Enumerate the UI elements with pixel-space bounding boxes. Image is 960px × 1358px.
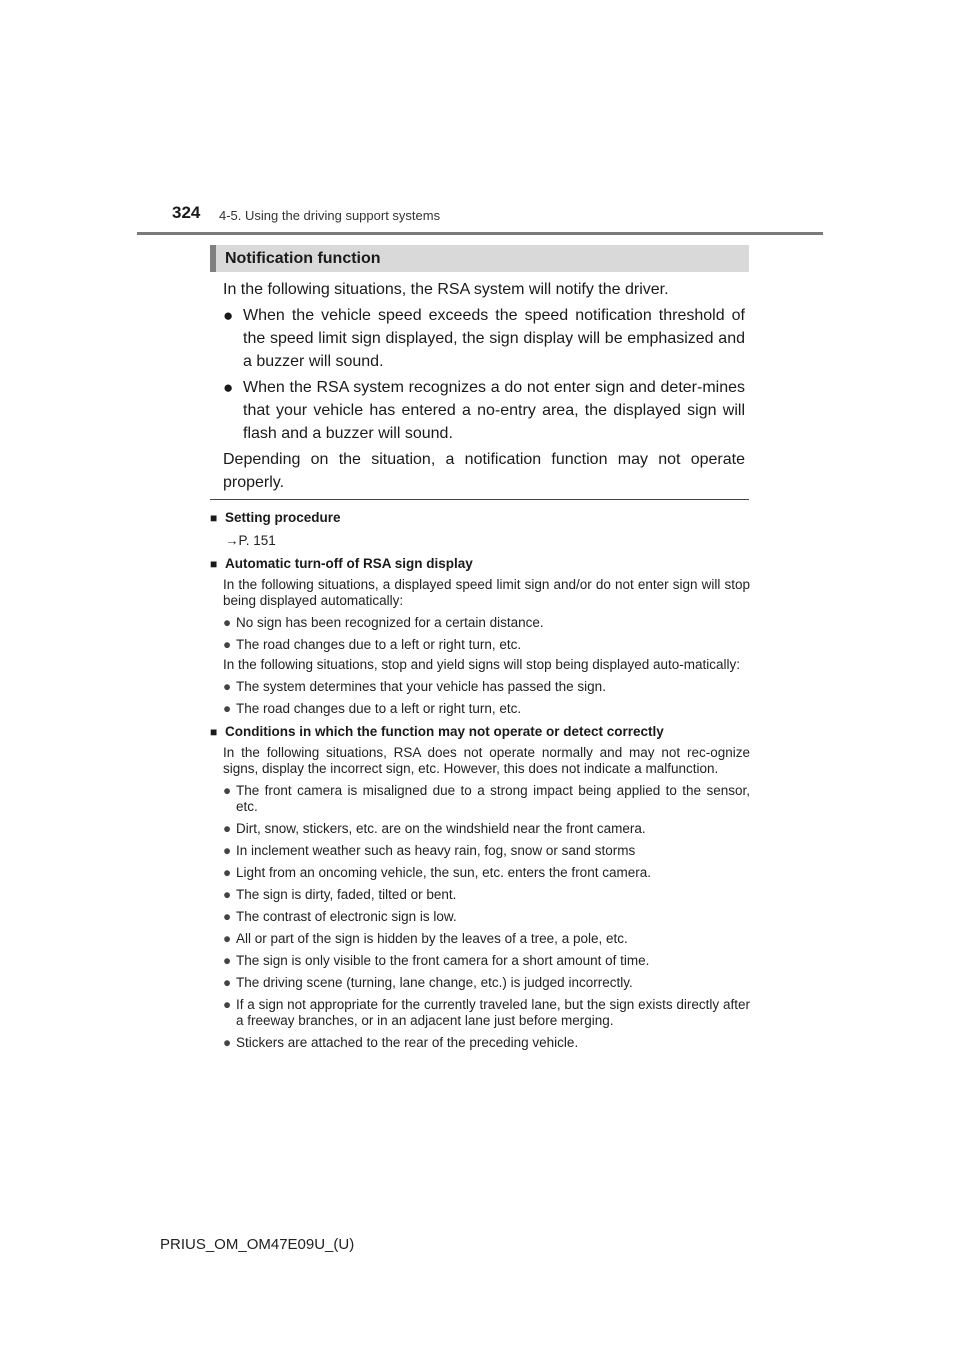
bullet-text: When the vehicle speed exceeds the speed notification threshold of the speed limit sign displayed, the sign display will be emphasized and a buzzer will sound. <box>243 307 745 370</box>
note-heading-text: Automatic turn-off of RSA sign display <box>225 556 473 571</box>
list-item <box>210 821 750 837</box>
bullet-text: When the RSA system recognizes a do not enter sign and deter-mines that your vehicle has entered a no-entry area, the displayed sign will flash and a buzzer will sound. <box>243 379 745 442</box>
list-item-text: The road changes due to a left or right turn, etc. <box>236 637 522 652</box>
page-reference-link[interactable]: →P. 151 <box>225 533 276 548</box>
bullet-icon: ● <box>223 783 232 798</box>
bullet-icon: ● <box>223 615 232 630</box>
list-item <box>210 997 750 1029</box>
notification-closing: Depending on the situation, a notification function may not operate properly. <box>223 451 745 491</box>
note-heading-auto-off <box>210 556 750 573</box>
bullet-icon: ● <box>223 1035 232 1050</box>
bullet-icon: ● <box>223 953 232 968</box>
list-item-text: The sign is only visible to the front camera for a short amount of time. <box>236 953 650 968</box>
conditions-list <box>210 783 750 1051</box>
section-title: 4-5. Using the driving support systems <box>219 208 441 223</box>
note-paragraph: In the following situations, RSA does not operate normally and may not rec-ognize signs, display the incorrect sign, etc. However, this does not indicate a malfunction. <box>223 745 750 776</box>
square-icon: ■ <box>210 725 218 739</box>
list-item <box>210 637 750 653</box>
bullet-icon: ● <box>223 865 232 880</box>
list-item-text: All or part of the sign is hidden by the leaves of a tree, a pole, etc. <box>236 931 628 946</box>
list-item <box>210 1035 750 1051</box>
list-item <box>210 953 750 969</box>
bullet-icon: ● <box>223 637 232 652</box>
bullet-icon: ● <box>223 701 232 716</box>
header-rule <box>137 232 823 235</box>
note-heading-text: Conditions in which the function may not operate or detect correctly <box>225 724 664 739</box>
list-item <box>210 701 750 717</box>
bullet-icon: ● <box>223 679 232 694</box>
notification-body <box>223 278 745 494</box>
list-item-text: If a sign not appropriate for the currently traveled lane, but the sign exists directly after a freeway branches, or in an adjacent lane just before merging. <box>236 997 750 1028</box>
list-item-text: No sign has been recognized for a certain distance. <box>236 615 544 630</box>
notification-heading-box <box>210 245 749 272</box>
list-item-text: The contrast of electronic sign is low. <box>236 909 457 924</box>
bullet-icon: ● <box>223 997 232 1012</box>
list-item-text: In inclement weather such as heavy rain, fog, snow or sand storms <box>236 843 636 858</box>
list-item-text: Dirt, snow, stickers, etc. are on the windshield near the front camera. <box>236 821 646 836</box>
list-item-text: The driving scene (turning, lane change, etc.) is judged incorrectly. <box>236 975 633 990</box>
bullet-icon: ● <box>223 975 232 990</box>
bullet-icon: ● <box>223 843 232 858</box>
notification-bullet <box>223 304 745 373</box>
note-heading-text: Setting procedure <box>225 510 341 525</box>
note-paragraph: In the following situations, stop and yield signs will stop being displayed auto-matically: <box>223 657 741 672</box>
list-item <box>210 975 750 991</box>
list-item-text: Stickers are attached to the rear of the preceding vehicle. <box>236 1035 579 1050</box>
footer-doc-id: PRIUS_OM_OM47E09U_(U) <box>160 1236 355 1253</box>
list-item <box>210 783 750 815</box>
notes <box>210 510 750 1051</box>
square-icon: ■ <box>210 557 218 571</box>
section-divider <box>210 499 749 500</box>
list-item <box>210 615 750 631</box>
bullet-icon: ● <box>223 821 232 836</box>
list-item-text: The road changes due to a left or right turn, etc. <box>236 701 522 716</box>
note-heading-conditions <box>210 724 750 741</box>
list-item-text: The sign is dirty, faded, tilted or bent. <box>236 887 457 902</box>
list-item <box>210 931 750 947</box>
list-item <box>210 865 750 881</box>
note-paragraph: In the following situations, a displayed speed limit sign and/or do not enter sign will stop being displayed automatically: <box>223 577 750 608</box>
list-item <box>210 843 750 859</box>
list-item <box>210 909 750 925</box>
bullet-icon: ● <box>223 378 234 397</box>
square-icon: ■ <box>210 511 218 525</box>
bullet-icon: ● <box>223 909 232 924</box>
notification-intro: In the following situations, the RSA system will notify the driver. <box>223 281 669 298</box>
list-item <box>210 887 750 903</box>
bullet-icon: ● <box>223 306 234 325</box>
list-item-text: Light from an oncoming vehicle, the sun, etc. enters the front camera. <box>236 865 651 880</box>
list-item-text: The system determines that your vehicle has passed the sign. <box>236 679 606 694</box>
bullet-icon: ● <box>223 887 232 902</box>
notification-heading: Notification function <box>225 250 381 267</box>
bullet-icon: ● <box>223 931 232 946</box>
page-number: 324 <box>172 203 201 222</box>
notification-bullet <box>223 376 745 445</box>
note-heading-setting <box>210 510 750 527</box>
list-item <box>210 679 750 695</box>
list-item-text: The front camera is misaligned due to a strong impact being applied to the sensor, etc. <box>236 783 750 814</box>
